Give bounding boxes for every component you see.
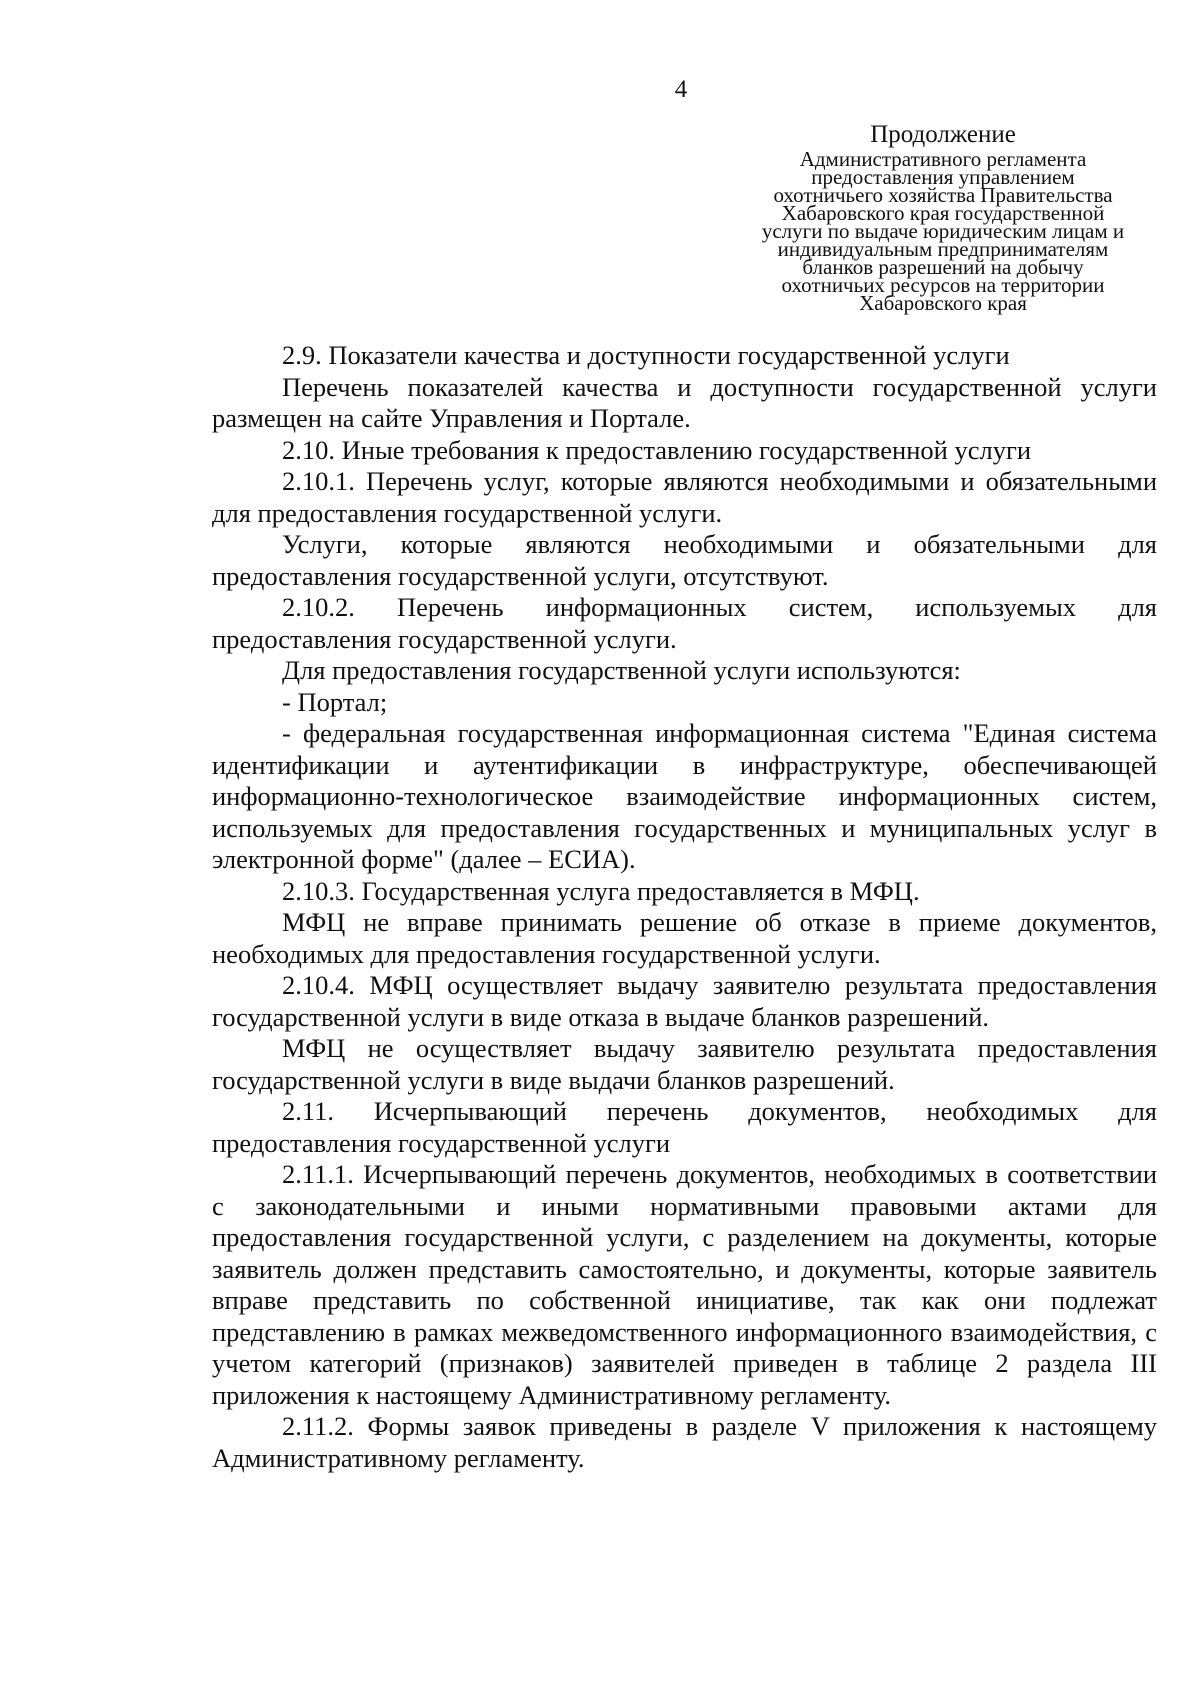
regulation-header xyxy=(728,120,1158,315)
paragraph: 2.10.4. МФЦ осуществляет выдачу заявителю результата предоставления государственной услуги в виде отказа в выдаче бланков разрешений. xyxy=(212,970,1157,1032)
list-item: - федеральная государственная информационная система "Единая система идентификации и аутентификации в инфраструктуре, обеспечивающей информационно-технологическое взаимодействие информационных систем, используемых для предоставления государственных и муниципальных услуг в электронной форме" (далее – ЕСИА). xyxy=(212,718,1157,874)
header-line: услуги по выдаче юридическим лицам и xyxy=(761,219,1125,243)
document-body xyxy=(212,340,1157,1474)
header-line: Административного регламента xyxy=(799,147,1087,171)
page-number: 4 xyxy=(674,76,688,103)
header-line: охотничьих ресурсов на территории xyxy=(781,273,1105,297)
list-item: - Портал; xyxy=(282,686,388,717)
header-line: охотничьего хозяйства Правительства xyxy=(773,183,1113,207)
paragraph: Перечень показателей качества и доступности государственной услуги размещен на сайте Управления и Портале. xyxy=(212,371,1157,433)
header-line: индивидуальным предпринимателям xyxy=(777,237,1109,261)
section-heading-2-11: 2.11. Исчерпывающий перечень документов, необходимых для предоставления государственной услуги xyxy=(212,1096,1157,1158)
header-line: Хабаровского края xyxy=(859,291,1027,315)
paragraph: 2.10.2. Перечень информационных систем, используемых для предоставления государственной услуги. xyxy=(212,592,1157,654)
paragraph: МФЦ не осуществляет выдачу заявителю результата предоставления государственной услуги в виде выдачи бланков разрешений. xyxy=(212,1033,1157,1095)
paragraph: 2.11.2. Формы заявок приведены в разделе V приложения к настоящему Административному регламенту. xyxy=(212,1411,1157,1473)
header-line: предоставления управлением xyxy=(811,165,1075,189)
paragraph: 2.11.1. Исчерпывающий перечень документов, необходимых в соответствии с законодательными и иными нормативными правовыми актами для предоставления государственной услуги, с разделением на документы, которые заявитель должен представить самостоятельно, и документы, которые заявитель вправе представить по собственной инициативе, так как они подлежат представлению в рамках межведомственного информационного взаимодействия, с учетом категорий (признаков) заявителей приведен в таблице 2 раздела III приложения к настоящему Административному регламенту. xyxy=(212,1159,1157,1410)
paragraph: 2.10.3. Государственная услуга предоставляется в МФЦ. xyxy=(282,875,920,906)
paragraph: Для предоставления государственной услуги используются: xyxy=(282,655,961,685)
section-heading-2-10: 2.10. Иные требования к предоставлению государственной услуги xyxy=(282,434,1032,465)
paragraph: Услуги, которые являются необходимыми и обязательными для предоставления государственной услуги, отсутствуют. xyxy=(212,529,1157,591)
paragraph: 2.10.1. Перечень услуг, которые являются необходимыми и обязательными для предоставления государственной услуги. xyxy=(212,466,1157,528)
header-line: Хабаровского края государственной xyxy=(781,201,1105,225)
section-heading-2-9: 2.9. Показатели качества и доступности государственной услуги xyxy=(282,340,1010,370)
paragraph: МФЦ не вправе принимать решение об отказе в приеме документов, необходимых для предоставления государственной услуги. xyxy=(212,907,1157,969)
header-title: Продолжение xyxy=(870,121,1016,148)
header-line: бланков разрешений на добычу xyxy=(802,255,1084,279)
